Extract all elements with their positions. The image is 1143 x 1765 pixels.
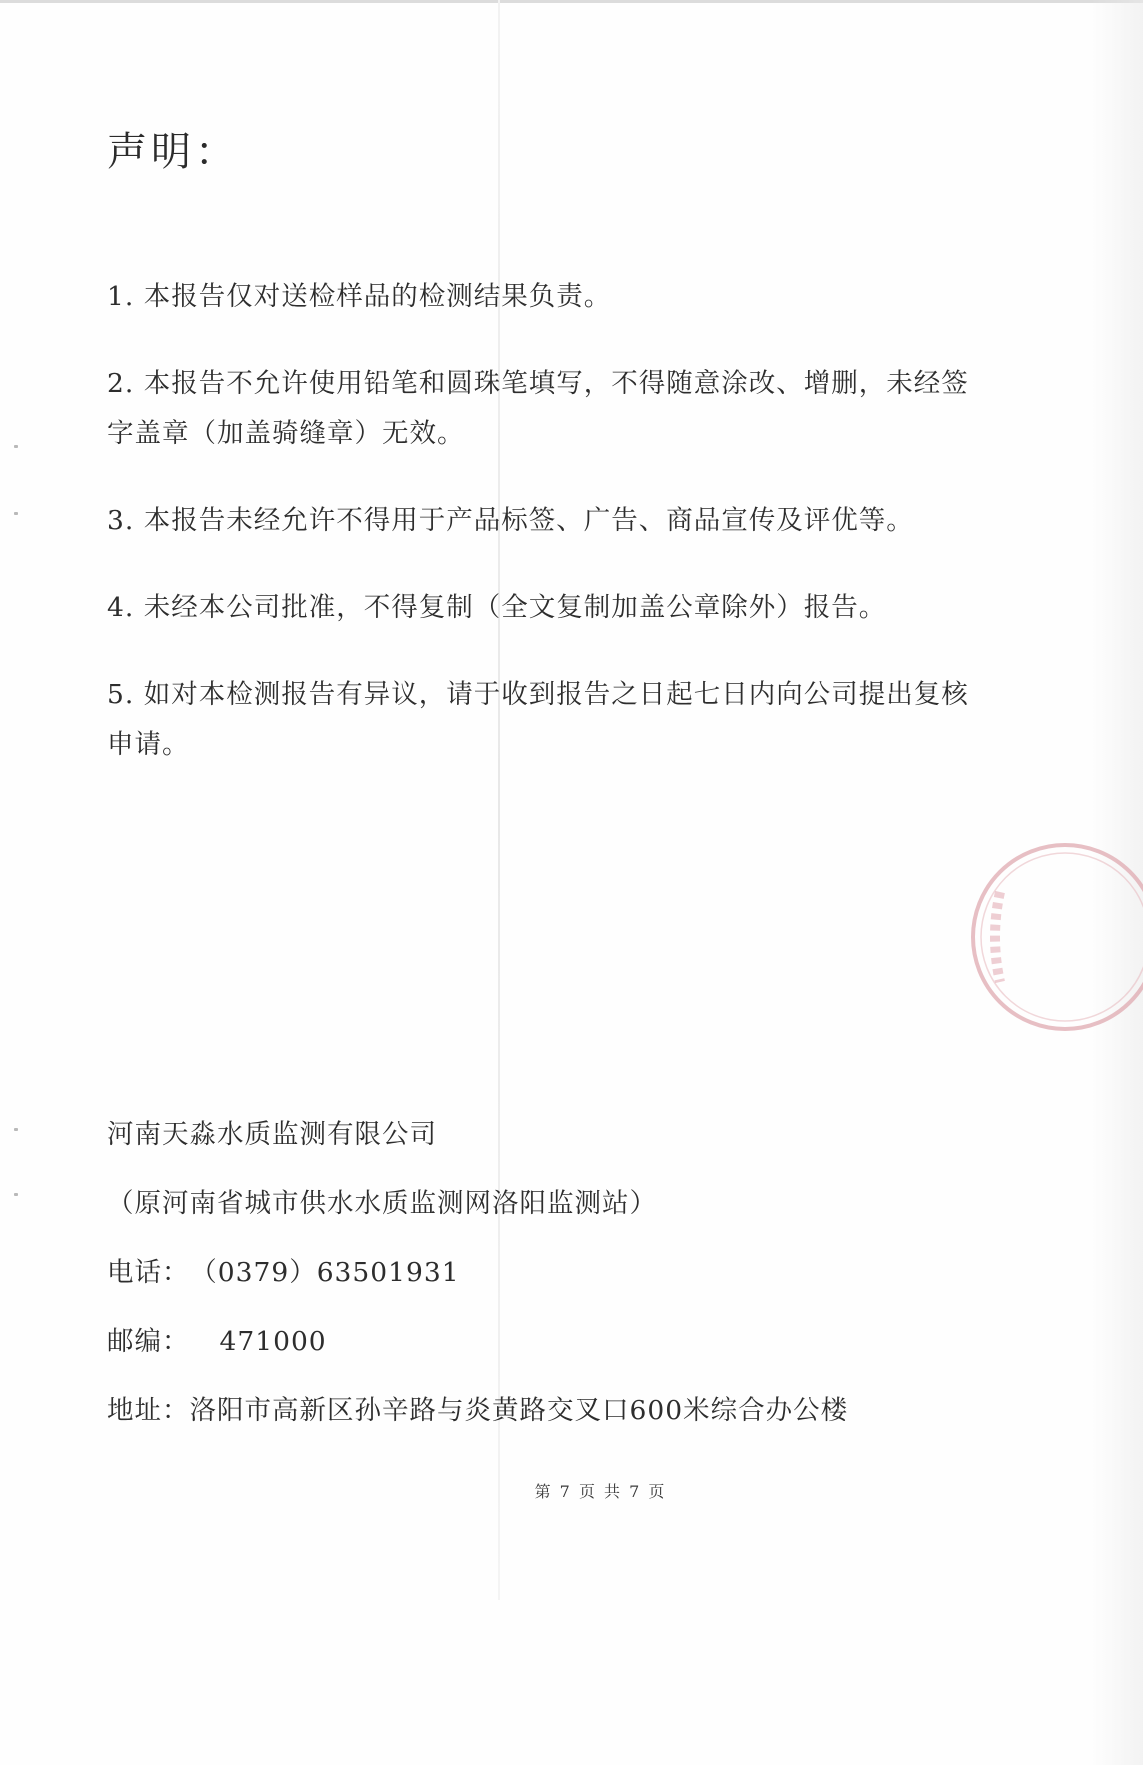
zip-label: 邮编： bbox=[107, 1326, 190, 1357]
scan-top-edge bbox=[0, 0, 1143, 3]
binding-hole-mark bbox=[14, 1128, 18, 1131]
binding-hole-mark bbox=[14, 445, 18, 448]
declaration-clause: 1. 本报告仅对送检样品的检测结果负责。 bbox=[107, 281, 612, 312]
address-line bbox=[107, 1391, 1007, 1431]
declaration-clause: 3. 本报告未经允许不得用于产品标签、广告、商品宣传及评优等。 bbox=[107, 505, 914, 536]
phone-line bbox=[107, 1253, 1007, 1293]
declaration-heading: 声明： bbox=[107, 129, 239, 175]
page-number: 第 7 页 共 7 页 bbox=[534, 1482, 665, 1501]
address-label: 地址： bbox=[107, 1395, 190, 1426]
declaration-clause: 4. 未经本公司批准，不得复制（全文复制加盖公章除外）报告。 bbox=[107, 592, 887, 623]
declaration-clause-list bbox=[107, 272, 987, 807]
company-name: 河南天淼水质监测有限公司 bbox=[107, 1119, 437, 1150]
binding-hole-mark bbox=[14, 512, 18, 515]
company-former-name: （原河南省城市供水水质监测网洛阳监测站） bbox=[107, 1188, 657, 1219]
declaration-clause: 2. 本报告不允许使用铅笔和圆珠笔填写，不得随意涂改、增删，未经签字盖章（加盖骑缝章）无效。 bbox=[107, 368, 969, 449]
zip-value: 471000 bbox=[219, 1326, 327, 1357]
binding-hole-mark bbox=[14, 1193, 18, 1196]
zip-line bbox=[107, 1322, 1007, 1362]
phone-label: 电话： bbox=[107, 1257, 190, 1288]
address-value: 洛阳市高新区孙辛路与炎黄路交叉口600米综合办公楼 bbox=[189, 1395, 849, 1426]
company-contact-block bbox=[107, 1115, 1007, 1460]
phone-value: （0379）63501931 bbox=[203, 1257, 460, 1288]
declaration-clause: 5. 如对本检测报告有异议，请于收到报告之日起七日内向公司提出复核申请。 bbox=[107, 679, 969, 760]
